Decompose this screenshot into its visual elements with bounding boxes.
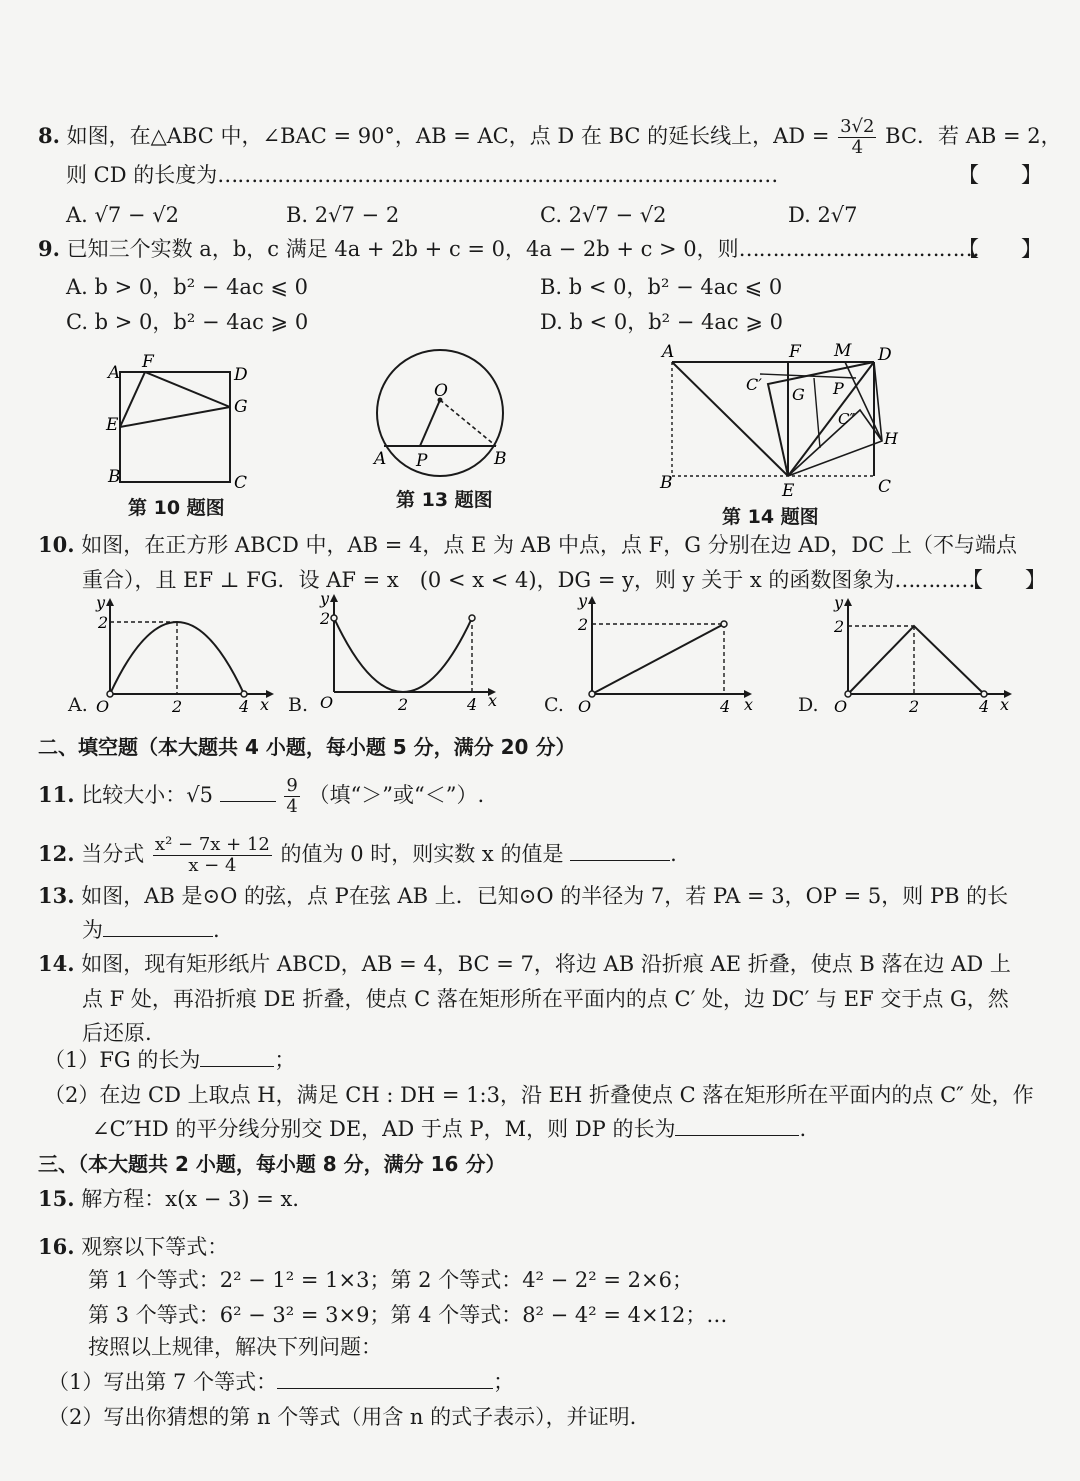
svg-text:x: x — [744, 695, 754, 714]
q8-fraction: $\frac{3√2}{4}$ — [840, 116, 875, 158]
svg-text:2: 2 — [834, 617, 845, 636]
q16-part1-blank[interactable] — [277, 1370, 493, 1389]
caption-figure-14: 第 14 题图 — [722, 506, 819, 528]
q9-option-a: A. b > 0，b² − 4ac ⩽ 0 — [66, 275, 309, 299]
q15-line: 15. 解方程：x(x − 3) = x． — [38, 1186, 314, 1211]
label-e: E — [782, 481, 795, 501]
q9-bracket: 【 】 — [958, 237, 1042, 261]
q9-line1: 9. 已知三个实数 a，b，c 满足 4a + 2b + c = 0，4a − 2b + c > 0，则……………………………… — [38, 236, 979, 261]
curve-b — [334, 618, 472, 692]
q14-part2-line2: ∠C″HD 的平分线分别交 DE，AD 于点 P，M，则 DP 的长为 . — [92, 1117, 807, 1141]
svg-text:O: O — [834, 697, 848, 716]
q14-part1: （1）FG 的长为 ； — [44, 1048, 296, 1072]
figure-10 — [100, 350, 260, 490]
svg-text:x: x — [260, 695, 270, 714]
q14-part2-line1: （2）在边 CD 上取点 H，满足 CH : DH = 1:3，沿 EH 折叠使点 C 落在矩形所在平面内的点 C″ 处，作 — [44, 1083, 1034, 1107]
svg-text:2: 2 — [398, 695, 409, 714]
caption-figure-13: 第 13 题图 — [396, 489, 493, 511]
crease-detail — [760, 374, 856, 378]
q9-option-b: B. b < 0，b² − 4ac ⩽ 0 — [540, 275, 783, 299]
label-p: P — [416, 451, 428, 471]
label-b: B — [494, 449, 507, 469]
q16-line2: 第 1 个等式：2² − 1² = 1×3；第 2 个等式：4² − 2² = 2×6； — [88, 1268, 693, 1292]
segment-op — [420, 400, 440, 446]
svg-text:y: y — [834, 596, 844, 612]
graph-a-label: A. — [68, 694, 88, 716]
bisector-hm — [845, 362, 882, 441]
q12-line: 12. 当分式 $\frac{\text{x² − 7x + 12}}{x - 4}$ 的值为 0 时，则实数 x 的值是 . — [38, 834, 677, 876]
graph-b — [292, 592, 512, 724]
fold-de — [788, 362, 874, 476]
q9-option-d: D. b < 0，b² − 4ac ⩾ 0 — [540, 310, 783, 334]
graph-a — [66, 596, 286, 724]
q13-line2: 为 . — [82, 918, 220, 942]
section-3-header: 三、（本大题共 2 小题，每小题 8 分，满分 16 分） — [38, 1152, 506, 1176]
svg-text:2: 2 — [98, 613, 109, 632]
figure-13 — [360, 340, 530, 480]
q10-bracket: 【 】 — [962, 568, 1046, 592]
circle-o — [377, 350, 503, 476]
label-c: C — [878, 477, 892, 497]
graph-c — [548, 594, 768, 724]
svg-text:O: O — [96, 697, 110, 716]
q12-answer-blank[interactable] — [570, 842, 670, 861]
segment-ob — [440, 400, 496, 446]
svg-text:y: y — [320, 592, 330, 608]
label-g: G — [792, 385, 805, 404]
svg-text:O: O — [578, 697, 592, 716]
label-p: P — [833, 379, 844, 398]
svg-text:2: 2 — [909, 697, 920, 716]
svg-text:O: O — [320, 693, 334, 712]
section-2-header: 二、填空题（本大题共 4 小题，每小题 5 分，满分 20 分） — [38, 735, 576, 759]
graph-d — [800, 596, 1020, 724]
segment-ef — [120, 372, 145, 427]
q11-line: 11. 比较大小：√5 $\frac{9}{4}$ （填“＞”或“＜”）. — [38, 775, 485, 817]
label-a: A — [662, 342, 675, 362]
label-c: C — [234, 473, 248, 490]
segment-fg — [145, 372, 230, 407]
label-c2: C″ — [838, 410, 856, 428]
q11-fraction: $\frac{9}{4}$ — [286, 775, 298, 817]
q14-line1: 14. 如图，现有矩形纸片 ABCD，AB = 4，BC = 7，将边 AB 沿折痕 AE 折叠，使点 B 落在边 AD 上 — [38, 951, 1011, 976]
segment-eg — [120, 407, 230, 427]
line-c — [592, 624, 724, 694]
q8-option-b: B. 2√7 − 2 — [286, 203, 400, 227]
label-b: B — [108, 467, 121, 487]
svg-text:x: x — [1000, 695, 1010, 714]
svg-text:4: 4 — [979, 697, 990, 716]
svg-text:y: y — [578, 594, 588, 610]
q16-part2: （2）写出你猜想的第 n 个等式（用含 n 的式子表示），并证明. — [48, 1405, 637, 1429]
fold-ae — [672, 362, 788, 476]
label-o: O — [434, 381, 448, 401]
label-m: M — [834, 341, 852, 361]
caption-figure-10: 第 10 题图 — [128, 497, 225, 519]
label-e: E — [106, 415, 119, 435]
q16-line4: 按照以上规律，解决下列问题： — [88, 1335, 382, 1359]
label-a: A — [108, 363, 121, 383]
svg-text:y: y — [96, 596, 106, 612]
svg-text:2: 2 — [578, 615, 589, 634]
graph-b-label: B. — [288, 694, 309, 716]
folded-c2 — [788, 410, 882, 476]
q8-line2: 则 CD 的长度为………………………………………………………………………… — [66, 163, 778, 187]
svg-text:4: 4 — [720, 697, 731, 716]
q13-answer-blank[interactable] — [103, 918, 213, 937]
q11-answer-blank[interactable] — [220, 783, 276, 802]
label-h: H — [884, 429, 898, 448]
svg-text:2: 2 — [320, 609, 331, 628]
q10-line1: 10. 如图，在正方形 ABCD 中，AB = 4，点 E 为 AB 中点，点 F，G 分别在边 AD，DC 上（不与端点 — [38, 532, 1017, 557]
q9-option-c: C. b > 0，b² − 4ac ⩾ 0 — [66, 310, 309, 334]
q8-line1: 8. 如图，在△ABC 中，∠BAC = 90°，AB = AC，点 D 在 BC 的延长线上，AD = $\frac{3√2}{4}$ BC．若 AB = 2， — [38, 116, 1062, 158]
q14-line3: 后还原. — [82, 1021, 152, 1045]
label-d: D — [878, 345, 892, 365]
q8-option-c: C. 2√7 − √2 — [540, 203, 667, 227]
q14-line2: 点 F 处，再沿折痕 DE 折叠，使点 C 落在矩形所在平面内的点 C′ 处，边 DC′ 与 EF 交于点 G，然 — [82, 987, 1009, 1011]
q16-part1: （1）写出第 7 个等式： ； — [48, 1370, 515, 1394]
q10-line2: 重合），且 EF ⊥ FG．设 AF = x (0 < x < 4)，DG = y，则 y 关于 x 的函数图象为………… — [82, 568, 975, 592]
label-g: G — [234, 397, 248, 417]
label-d: D — [234, 365, 248, 385]
folded-dc1-e — [768, 362, 874, 476]
label-a: A — [374, 449, 387, 469]
q8-option-a: A. √7 − √2 — [66, 203, 179, 227]
q8-option-d: D. 2√7 — [788, 203, 858, 227]
svg-text:4: 4 — [467, 695, 478, 714]
q16-line1: 16. 观察以下等式： — [38, 1234, 229, 1259]
svg-text:2: 2 — [172, 697, 183, 716]
figure-14 — [650, 338, 910, 503]
q13-line1: 13. 如图，AB 是⊙O 的弦，点 P在弦 AB 上．已知⊙O 的半径为 7，若 PA = 3，OP = 5，则 PB 的长 — [38, 883, 1009, 908]
svg-text:x: x — [488, 691, 498, 710]
q8-bracket: 【 】 — [958, 163, 1042, 187]
q12-fraction: $\frac{\text{x² − 7x + 12}}{x - 4}$ — [154, 834, 270, 876]
q14-part1-blank[interactable] — [200, 1048, 274, 1067]
label-f: F — [142, 352, 154, 372]
svg-text:4: 4 — [239, 697, 250, 716]
label-f: F — [789, 342, 801, 362]
q16-line3: 第 3 个等式：6² − 3² = 3×9；第 4 个等式：8² − 4² = 4×12；… — [88, 1303, 728, 1327]
label-b: B — [660, 473, 673, 493]
q14-part2-blank[interactable] — [675, 1117, 799, 1136]
graph-d-label: D. — [798, 694, 819, 716]
graph-c-label: C. — [544, 694, 564, 716]
label-c1: C′ — [746, 375, 762, 394]
line-d — [848, 626, 984, 694]
